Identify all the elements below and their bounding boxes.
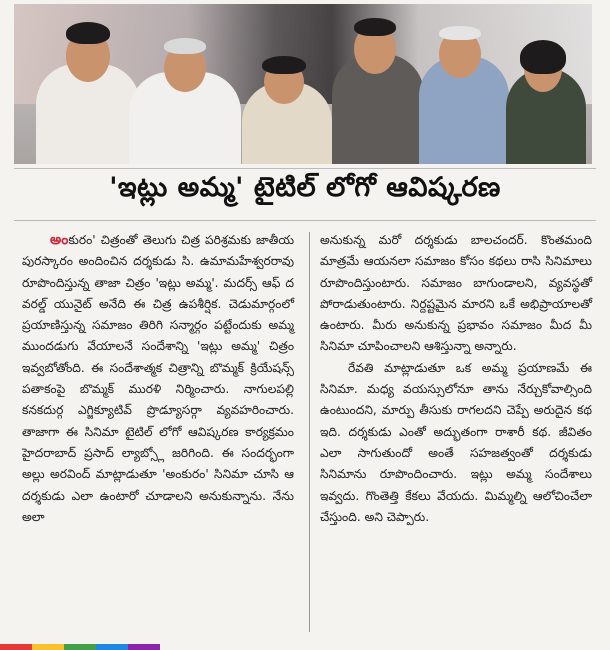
person-2-hair — [164, 38, 206, 54]
color-strip-red — [0, 644, 32, 650]
event-photo — [14, 4, 592, 164]
article-column-right — [320, 230, 592, 528]
column-divider — [309, 232, 310, 632]
headline-top-rule — [14, 168, 596, 169]
dropcap: అం — [50, 232, 69, 248]
color-strip — [0, 644, 160, 650]
person-1-hair — [66, 22, 110, 44]
article-paragraph-1 — [22, 230, 294, 528]
person-5-hair — [439, 26, 481, 40]
color-strip-green — [64, 644, 96, 650]
person-4-hair — [354, 18, 396, 36]
headline-bottom-rule — [14, 220, 596, 221]
color-strip-yellow — [32, 644, 64, 650]
article-text-right: రేవతి మాట్లాడుతూ ఒక అమ్మ ప్రయాణమే ఈ సినిమా. మధ్య వయస్సులోనూ తాను నేర్చుకోవాల్సింది ఉంటుందని, మార్పు తీసుకు రాగలదని చెప్పే అరుదైన కథ ఇది. దర్శకుడు ఎంతో అద్భుతంగా రాశారీ కథ. జీవితం ఎలా సాగుతుందో అంతే సహజత్వంతో దర్శకుడు సినిమాను రూపొందించారు. ఇట్లు అమ్మ సందేశాలు ఇవ్వదు. గొంతెత్తి కేకలు వేయదు. మిమ్మల్ని ఆలోచించేలా చేస్తుంది. అని చెప్పారు. — [320, 360, 592, 524]
article-text-left: కురం' చిత్రంతో తెలుగు చిత్ర పరిశ్రమకు జాతీయ పురస్కారం అందించిన దర్శకుడు సి. ఉమామహేశ్వరరావు రూపొందిస్తున్న తాజా చిత్రం 'ఇట్లు అమ్మ'. మదర్స్ ఆఫ్ ద వరల్డ్ యునైట్ అనేది ఈ చిత్ర ఉపశీర్షిక. చెడుమార్గంలో ప్రయాణిస్తున్న సమాజం తిరిగి సన్మార్గం పట్టేందుకు అమ్మ ముందడుగు వేయాలనే సందేశాన్ని 'ఇట్లు అమ్మ' చిత్రం ఇవ్వబోతోంది. ఈ సందేశాత్మక చిత్రాన్ని బొమ్మక్ క్రియేషన్స్ పతాకంపై బొమ్మక్ మురళి నిర్మించారు. నాగులపల్లి కనకదుర్గ ఎగ్జిక్యూటివ్ ప్రొడ్యూసర్గా వ్యవహరించారు. తాజాగా ఈ సినిమా టైటిల్ లోగో ఆవిష్కరణ కార్యక్రమం హైదరాబాద్ ప్రసాద్ ల్యాబ్స్లో జరిగింది. ఈ సందర్భంగా అల్లు అరవింద్ మాట్లాడుతూ 'అంకురం' సినిమా చూసి ఆ దర్శకుడు ఎలా ఉంటారో చూడాలని అనుకున్నాను. నేను అలా — [22, 233, 294, 524]
color-strip-blue — [96, 644, 128, 650]
headline: 'ఇట్లు అమ్మ' టైటిల్ లోగో ఆవిష్కరణ — [109, 172, 501, 203]
color-strip-purple — [128, 644, 160, 650]
article-paragraph-2: అనుకున్న మరో దర్శకుడు బాలచందర్. కొంతమంది మాత్రమే ఆయనలా సమాజం కోసం కథలు రాసి సినిమాలు రూపొందిస్తుంటారు. సమాజం బాగుండాలని, వ్యవస్థతో పోరాడుతుంటారు. నిర్దష్టమైన మారని ఒకే అభిప్రాయాలతో ఉంటారు. మీరు అనుకున్న ప్రభావం సమాజం మీద మీ సినిమా చూపించాలని ఆశిస్తున్నా అన్నారు. — [320, 233, 592, 354]
person-6-hair — [520, 40, 566, 74]
article-paragraph-3 — [320, 358, 592, 528]
person-3-hair — [262, 56, 306, 74]
article-column-left — [22, 230, 294, 528]
